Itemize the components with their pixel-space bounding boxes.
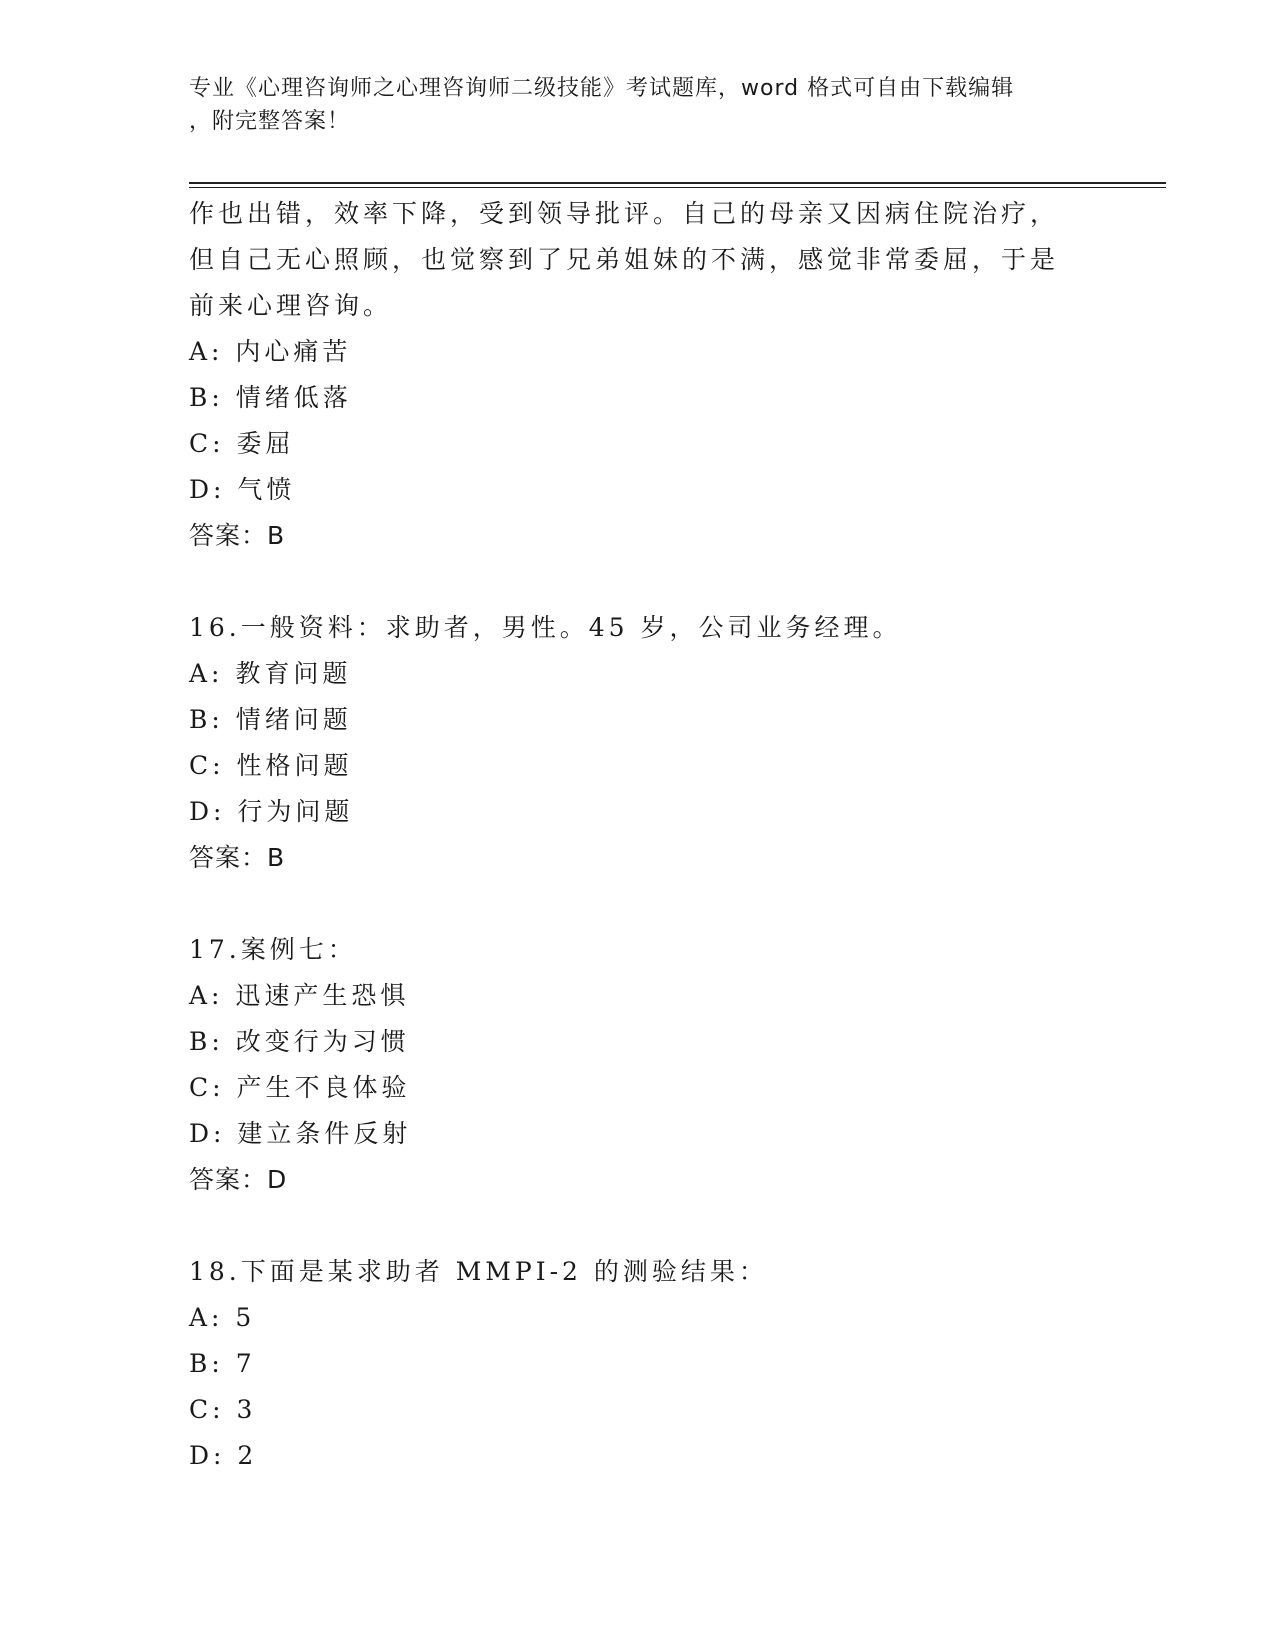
header-line-1: 专业《心理咨询师之心理咨询师二级技能》考试题库，word 格式可自由下载编辑: [189, 76, 1015, 101]
document-header: [189, 72, 1089, 138]
option-d: D: 建立条件反射: [189, 1119, 412, 1148]
document-body: [189, 191, 1149, 1479]
answer-line: 答案：D: [189, 1165, 288, 1194]
answer-line: 答案：B: [189, 843, 286, 872]
header-rule-thin: [189, 187, 1166, 188]
question-stem: 18.下面是某求助者 MMPI-2 的测验结果：: [189, 1257, 768, 1286]
paragraph-line: 作也出错，效率下降，受到领导批评。自己的母亲又因病住院治疗，: [189, 199, 1060, 228]
option-b: B: 情绪问题: [189, 705, 352, 734]
option-a: A: 迅速产生恐惧: [189, 981, 410, 1010]
spacer: [189, 1203, 1149, 1249]
option-a: A: 5: [189, 1303, 256, 1332]
option-a: A: 内心痛苦: [189, 337, 352, 366]
option-b: B: 7: [189, 1349, 256, 1378]
paragraph-line: 但自己无心照顾，也觉察到了兄弟姐妹的不满，感觉非常委屈，于是: [189, 245, 1060, 274]
header-line-2: ，附完整答案！: [189, 109, 351, 134]
header-rule-thick: [189, 182, 1166, 184]
option-c: C: 产生不良体验: [189, 1073, 411, 1102]
option-c: C: 性格问题: [189, 751, 353, 780]
option-b: B: 改变行为习惯: [189, 1027, 410, 1056]
spacer: [189, 559, 1149, 605]
spacer: [189, 881, 1149, 927]
option-c: C: 委屈: [189, 429, 295, 458]
option-b: B: 情绪低落: [189, 383, 352, 412]
question-stem: 17.案例七：: [189, 935, 357, 964]
option-d: D: 行为问题: [189, 797, 354, 826]
option-d: D: 2: [189, 1441, 258, 1470]
answer-line: 答案：B: [189, 521, 286, 550]
option-d: D: 气愤: [189, 475, 296, 504]
option-a: A: 教育问题: [189, 659, 352, 688]
option-c: C: 3: [189, 1395, 257, 1424]
question-stem: 16.一般资料：求助者，男性。45 岁，公司业务经理。: [189, 613, 902, 642]
paragraph-line: 前来心理咨询。: [189, 291, 393, 320]
